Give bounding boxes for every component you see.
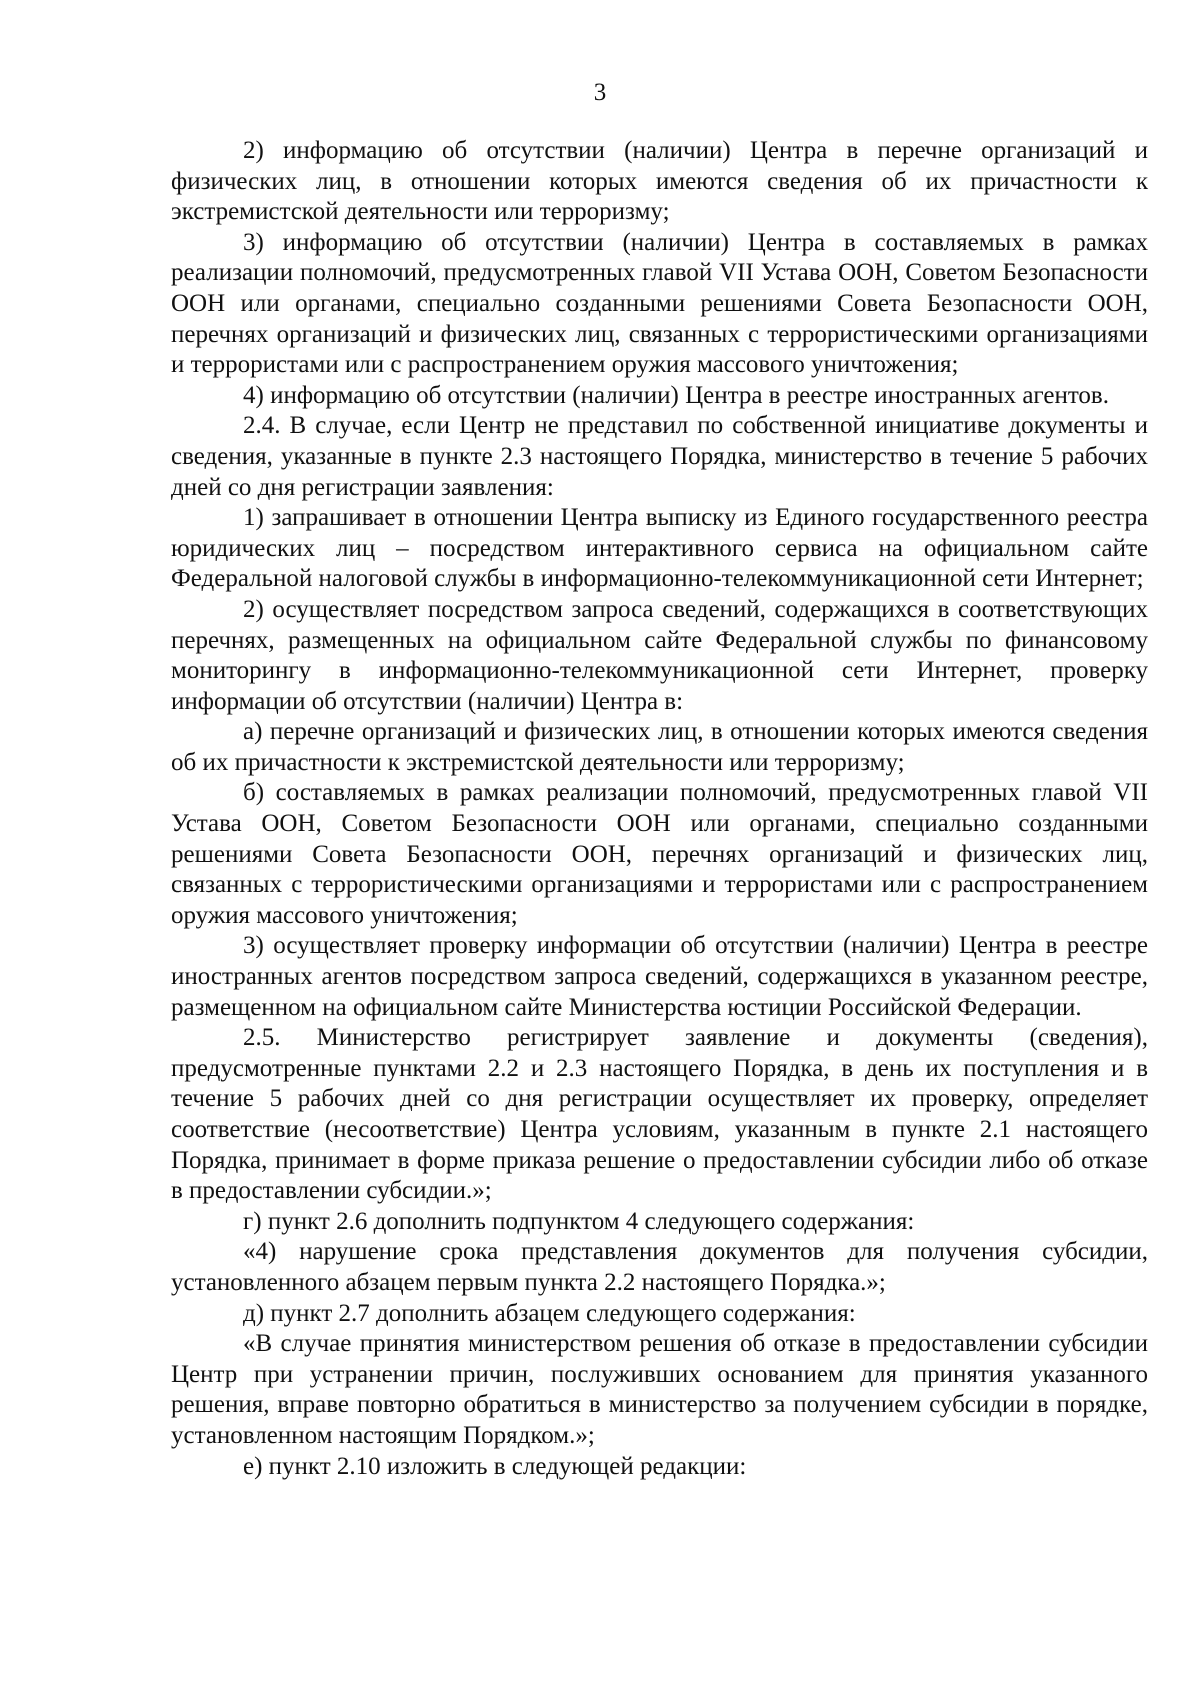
paragraph-clause-2-5: 2.5. Министерство регистрирует заявление и документы (сведения), предусмотренные пунктами 2.2 и 2.3 настоящего Порядка, в день их поступления и в течение 5 рабочих дней со дня регистрации осуществляет их проверку, определяет соответствие (несоответствие) Центра условиям, указанным в пункте 2.1 настоящего Порядка, принимает в форме приказа решение о предоставлении субсидии либо об отказе в предоставлении субсидии.»; [171, 1024, 1148, 1205]
paragraph-item-3-un-lists: 3) информацию об отсутствии (наличии) Центра в составляемых в рамках реализации полномочий, предусмотренных главой VII Устава ООН, Советом Безопасности ООН или органами, специально созданными решениями Совета Безопасности ООН, перечнях организаций и физических лиц, связанных с террористическими организациями и террористами или с распространением оружия массового уничтожения; [171, 228, 1148, 379]
page-number: 3 [593, 79, 607, 106]
paragraph-amendment-g: г) пункт 2.6 дополнить подпунктом 4 следующего содержания: [243, 1207, 915, 1235]
paragraph-amendment-d: д) пункт 2.7 дополнить абзацем следующего содержания: [243, 1299, 856, 1327]
paragraph-subitem-b: б) составляемых в рамках реализации полномочий, предусмотренных главой VII Устава ООН, Советом Безопасности ООН или органами, специально созданными решениями Совета Безопасности ООН, перечнях организаций и физических лиц, связанных с террористическими организациями и террористами или с распространением оружия массового уничтожения; [171, 779, 1148, 929]
paragraph-clause-2-4: 2.4. В случае, если Центр не представил по собственной инициативе документы и сведения, указанные в пункте 2.3 настоящего Порядка, министерство в течение 5 рабочих дней со дня регистрации заявления: [171, 412, 1148, 501]
paragraph-item-3-foreign-agents-check: 3) осуществляет проверку информации об отсутствии (наличии) Центра в реестре иностранных агентов посредством запроса сведений, содержащихся в указанном реестре, размещенном на официальном сайте Министерства юстиции Российской Федерации. [171, 932, 1148, 1021]
paragraph-subitem-a: а) перечне организаций и физических лиц, в отношении которых имеются сведения об их причастности к экстремистской деятельности или терроризму; [171, 718, 1148, 776]
paragraph-item-2-rosfinmonitoring-check: 2) осуществляет посредством запроса сведений, содержащихся в соответствующих перечнях, размещенных на официальном сайте Федеральной службы по финансовому мониторингу в информационно-телекоммуникационной сети Интернет, проверку информации об отсутствии (наличии) Центра в: [171, 595, 1148, 715]
paragraph-amendment-e: е) пункт 2.10 изложить в следующей редакции: [243, 1452, 747, 1480]
paragraph-item-4-foreign-agents: 4) информацию об отсутствии (наличии) Центра в реестре иностранных агентов. [243, 381, 1109, 409]
paragraph-item-1-egrul-extract: 1) запрашивает в отношении Центра выписку из Единого государственного реестра юридических лиц – посредством интерактивного сервиса на официальном сайте Федеральной налоговой службы в информационно-телекоммуникационной сети Интернет; [171, 504, 1148, 593]
paragraph-item-2-extremism-list: 2) информацию об отсутствии (наличии) Центра в перечне организаций и физических лиц, в отношении которых имеются сведения об их причастности к экстремистской деятельности или терроризму; [171, 137, 1148, 226]
paragraph-amendment-g-text: «4) нарушение срока представления документов для получения субсидии, установленного абзацем первым пункта 2.2 настоящего Порядка.»; [171, 1238, 1148, 1296]
paragraph-amendment-d-text: «В случае принятия министерством решения об отказе в предоставлении субсидии Центр при устранении причин, послуживших основанием для принятия указанного решения, вправе повторно обратиться в министерство за получением субсидии в порядке, установленном настоящим Порядком.»; [171, 1330, 1148, 1449]
document-body [171, 136, 1148, 1482]
